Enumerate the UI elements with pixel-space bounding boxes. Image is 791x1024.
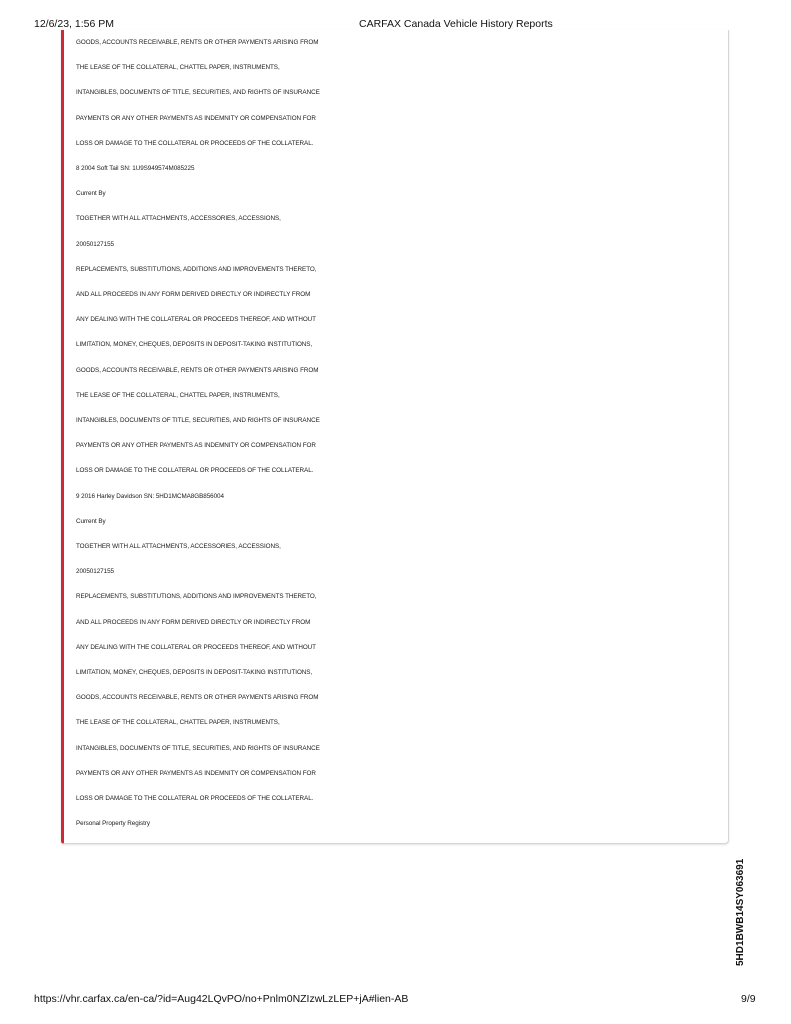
- print-title: CARFAX Canada Vehicle History Reports: [359, 18, 553, 30]
- lien-detail-line: THE LEASE OF THE COLLATERAL, CHATTEL PAPER, INSTRUMENTS,: [76, 64, 280, 72]
- lien-detail-line: AND ALL PROCEEDS IN ANY FORM DERIVED DIRECTLY OR INDIRECTLY FROM: [76, 291, 311, 298]
- lien-detail-line: INTANGIBLES, DOCUMENTS OF TITLE, SECURITIES, AND RIGHTS OF INSURANCE: [76, 744, 320, 752]
- lien-detail-line: TOGETHER WITH ALL ATTACHMENTS, ACCESSORIES, ACCESSIONS,: [76, 543, 281, 550]
- lien-detail-line: LOSS OR DAMAGE TO THE COLLATERAL OR PROCEEDS OF THE COLLATERAL.: [76, 139, 314, 147]
- lien-detail-line: PAYMENTS OR ANY OTHER PAYMENTS AS INDEMNITY OR COMPENSATION FOR: [76, 442, 316, 450]
- lien-detail-line: TOGETHER WITH ALL ATTACHMENTS, ACCESSORIES, ACCESSIONS,: [76, 215, 281, 223]
- lien-detail-line: GOODS, ACCOUNTS RECEIVABLE, RENTS OR OTHER PAYMENTS ARISING FROM: [76, 366, 319, 374]
- lien-detail-line: PAYMENTS OR ANY OTHER PAYMENTS AS INDEMNITY OR COMPENSATION FOR: [76, 114, 316, 122]
- lien-detail-line: 20050127155: [76, 568, 114, 576]
- lien-detail-line: PAYMENTS OR ANY OTHER PAYMENTS AS INDEMNITY OR COMPENSATION FOR: [76, 769, 316, 777]
- lien-detail-line: REPLACEMENTS, SUBSTITUTIONS, ADDITIONS AND IMPROVEMENTS THERETO,: [76, 265, 317, 273]
- lien-detail-line: ANY DEALING WITH THE COLLATERAL OR PROCEEDS THEREOF, AND WITHOUT: [76, 643, 316, 651]
- lien-card: [61, 30, 729, 844]
- lien-detail-line: Current By: [76, 190, 106, 198]
- lien-detail-line: THE LEASE OF THE COLLATERAL, CHATTEL PAPER, INSTRUMENTS,: [76, 391, 280, 399]
- lien-detail-line: 8 2004 Soft Tail SN: 1U9S949574M085225: [76, 165, 195, 172]
- print-date: 12/6/23, 1:56 PM: [34, 18, 114, 30]
- lien-detail-line: INTANGIBLES, DOCUMENTS OF TITLE, SECURITIES, AND RIGHTS OF INSURANCE: [76, 89, 320, 97]
- lien-detail-line: LIMITATION, MONEY, CHEQUES, DEPOSITS IN DEPOSIT-TAKING INSTITUTIONS,: [76, 669, 313, 676]
- lien-detail-line: REPLACEMENTS, SUBSTITUTIONS, ADDITIONS AND IMPROVEMENTS THERETO,: [76, 593, 317, 601]
- page-url-link[interactable]: https://vhr.carfax.ca/en-ca/?id=Aug42LQvPO/no+Pnlm0NZIzwLzLEP+jA#lien-AB: [34, 993, 409, 1005]
- lien-detail-line: LIMITATION, MONEY, CHEQUES, DEPOSITS IN DEPOSIT-TAKING INSTITUTIONS,: [76, 341, 313, 349]
- lien-detail-line: LOSS OR DAMAGE TO THE COLLATERAL OR PROCEEDS OF THE COLLATERAL.: [76, 467, 314, 475]
- lien-detail-line: 20050127155: [76, 240, 114, 248]
- lien-detail-line: Personal Property Registry: [76, 820, 150, 828]
- lien-detail-line: INTANGIBLES, DOCUMENTS OF TITLE, SECURITIES, AND RIGHTS OF INSURANCE: [76, 417, 320, 424]
- side-vin: 5HD1BWB14SY063691: [735, 858, 746, 966]
- lien-detail-line: Current By: [76, 517, 106, 525]
- lien-detail-line: LOSS OR DAMAGE TO THE COLLATERAL OR PROCEEDS OF THE COLLATERAL.: [76, 795, 314, 802]
- page-number: 9/9: [741, 993, 756, 1005]
- lien-detail-line: 9 2016 Harley Davidson SN: 5HD1MCMA8GB856004: [76, 492, 224, 500]
- lien-detail-line: AND ALL PROCEEDS IN ANY FORM DERIVED DIRECTLY OR INDIRECTLY FROM: [76, 618, 311, 626]
- print-footer: [0, 993, 791, 1007]
- lien-detail-line: GOODS, ACCOUNTS RECEIVABLE, RENTS OR OTHER PAYMENTS ARISING FROM: [76, 694, 319, 702]
- lien-detail-line: ANY DEALING WITH THE COLLATERAL OR PROCEEDS THEREOF, AND WITHOUT: [76, 316, 316, 324]
- lien-detail-line: GOODS, ACCOUNTS RECEIVABLE, RENTS OR OTHER PAYMENTS ARISING FROM: [76, 39, 319, 46]
- lien-detail-line: THE LEASE OF THE COLLATERAL, CHATTEL PAPER, INSTRUMENTS,: [76, 719, 280, 727]
